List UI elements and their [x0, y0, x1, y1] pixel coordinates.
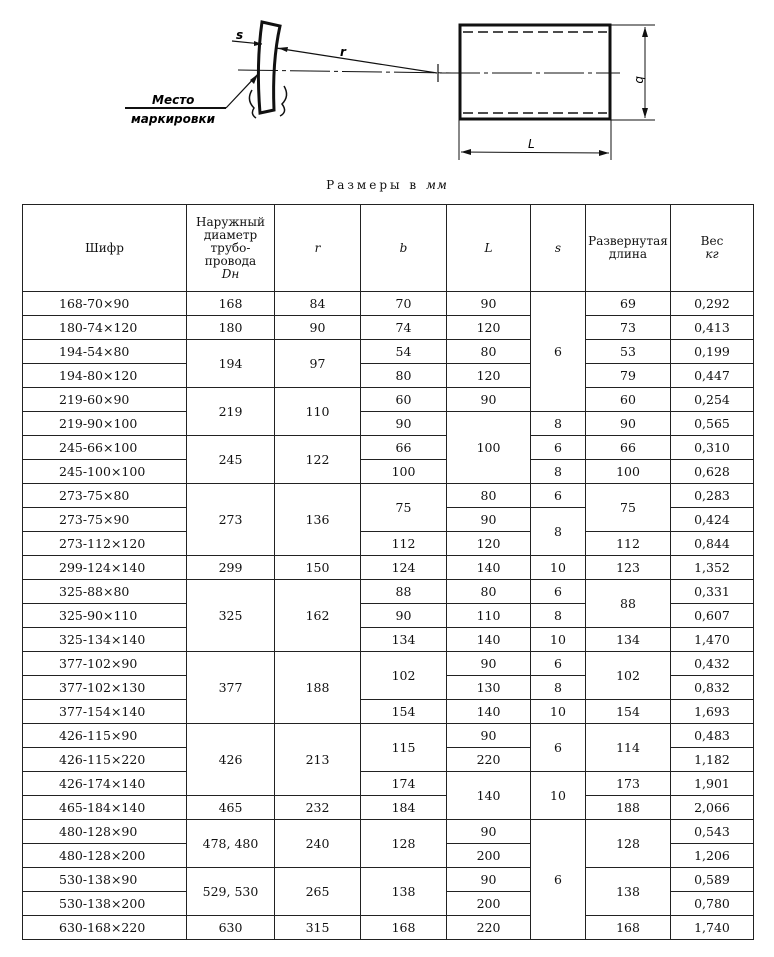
cell-code: 377-154×140	[23, 700, 187, 724]
cell-weight: 1,901	[671, 772, 754, 796]
cell-L: 80	[447, 484, 531, 508]
cell-L: 140	[447, 700, 531, 724]
cell-L: 120	[447, 364, 531, 388]
cell-b: 154	[361, 700, 447, 724]
cell-L: 90	[447, 388, 531, 412]
header-weight-l2: кг	[705, 247, 719, 261]
cell-L: 100	[447, 412, 531, 484]
cell-r: 162	[275, 580, 361, 652]
cell-weight: 2,066	[671, 796, 754, 820]
cell-diameter: 180	[187, 316, 275, 340]
cell-L: 220	[447, 748, 531, 772]
header-outer-diameter-l2: диаметр	[203, 227, 258, 242]
cell-r: 136	[275, 484, 361, 556]
header-developed-length-l1: Развернутая	[588, 234, 668, 248]
cell-b: 138	[361, 868, 447, 916]
cell-code: 194-54×80	[23, 340, 187, 364]
cell-b: 74	[361, 316, 447, 340]
cell-weight: 0,483	[671, 724, 754, 748]
header-row	[23, 205, 754, 292]
cell-L: 220	[447, 916, 531, 940]
cell-L: 140	[447, 628, 531, 652]
cell-r: 97	[275, 340, 361, 388]
cell-developed-length: 134	[586, 628, 671, 652]
cell-b: 184	[361, 796, 447, 820]
cell-developed-length: 114	[586, 724, 671, 772]
cell-weight: 0,832	[671, 676, 754, 700]
cell-code: 194-80×120	[23, 364, 187, 388]
table-row	[23, 436, 754, 460]
cell-weight: 1,182	[671, 748, 754, 772]
cell-r: 240	[275, 820, 361, 868]
cell-weight: 1,740	[671, 916, 754, 940]
cell-weight: 0,565	[671, 412, 754, 436]
cell-code: 168-70×90	[23, 292, 187, 316]
table-row	[23, 532, 754, 556]
cell-weight: 0,424	[671, 508, 754, 532]
cell-weight: 0,589	[671, 868, 754, 892]
cell-code: 273-112×120	[23, 532, 187, 556]
cell-weight: 0,413	[671, 316, 754, 340]
cell-diameter: 273	[187, 484, 275, 556]
cell-developed-length: 73	[586, 316, 671, 340]
table-row	[23, 628, 754, 652]
cell-b: 102	[361, 652, 447, 700]
cell-L: 90	[447, 820, 531, 844]
cell-developed-length: 60	[586, 388, 671, 412]
cell-s: 8	[531, 412, 586, 436]
cell-s: 6	[531, 484, 586, 508]
table-row	[23, 652, 754, 676]
cell-weight: 0,199	[671, 340, 754, 364]
cell-weight: 0,844	[671, 532, 754, 556]
cell-weight: 1,693	[671, 700, 754, 724]
cell-weight: 0,607	[671, 604, 754, 628]
cell-developed-length: 128	[586, 820, 671, 868]
cell-weight: 0,254	[671, 388, 754, 412]
label-r: r	[340, 45, 346, 59]
header-outer-diameter-l1: Наружный	[196, 214, 265, 229]
cell-code: 219-60×90	[23, 388, 187, 412]
cell-developed-length: 112	[586, 532, 671, 556]
cell-L: 80	[447, 580, 531, 604]
dimensions-table	[22, 204, 754, 940]
header-outer-diameter-symbol: Dн	[221, 266, 240, 281]
cell-code: 530-138×200	[23, 892, 187, 916]
cell-s: 6	[531, 652, 586, 676]
cell-code: 426-115×220	[23, 748, 187, 772]
cell-r: 265	[275, 868, 361, 916]
table-row	[23, 340, 754, 364]
cell-b: 112	[361, 532, 447, 556]
cell-diameter: 630	[187, 916, 275, 940]
cell-weight: 1,206	[671, 844, 754, 868]
cell-code: 273-75×90	[23, 508, 187, 532]
cell-diameter: 325	[187, 580, 275, 652]
cell-weight: 0,628	[671, 460, 754, 484]
cell-L: 90	[447, 724, 531, 748]
cell-diameter: 478, 480	[187, 820, 275, 868]
cell-r: 122	[275, 436, 361, 484]
cell-b: 128	[361, 820, 447, 868]
cell-b: 100	[361, 460, 447, 484]
cell-code: 426-174×140	[23, 772, 187, 796]
cell-b: 134	[361, 628, 447, 652]
cell-s: 8	[531, 604, 586, 628]
table-row	[23, 316, 754, 340]
cell-b: 174	[361, 772, 447, 796]
header-outer-diameter	[187, 205, 275, 292]
cell-developed-length: 69	[586, 292, 671, 316]
cell-code: 325-90×110	[23, 604, 187, 628]
cell-weight: 0,780	[671, 892, 754, 916]
cell-L: 90	[447, 508, 531, 532]
label-L: L	[528, 137, 535, 151]
cell-s: 10	[531, 700, 586, 724]
cell-s: 8	[531, 460, 586, 484]
header-L: L	[447, 205, 531, 292]
cell-code: 630-168×220	[23, 916, 187, 940]
table-row	[23, 796, 754, 820]
cell-weight: 0,331	[671, 580, 754, 604]
cell-developed-length: 188	[586, 796, 671, 820]
cell-b: 60	[361, 388, 447, 412]
table-row	[23, 700, 754, 724]
cell-L: 80	[447, 340, 531, 364]
cell-s: 10	[531, 772, 586, 820]
cell-s: 6	[531, 820, 586, 940]
cell-r: 315	[275, 916, 361, 940]
table-row	[23, 388, 754, 412]
cell-L: 130	[447, 676, 531, 700]
cell-code: 245-66×100	[23, 436, 187, 460]
table-row	[23, 916, 754, 940]
cell-weight: 0,447	[671, 364, 754, 388]
technical-drawing	[0, 0, 774, 170]
caption-unit: мм	[425, 178, 448, 192]
cell-diameter: 529, 530	[187, 868, 275, 916]
cell-L: 110	[447, 604, 531, 628]
cell-developed-length: 88	[586, 580, 671, 628]
cell-developed-length: 53	[586, 340, 671, 364]
header-code: Шифр	[23, 205, 187, 292]
cell-code: 273-75×80	[23, 484, 187, 508]
cell-code: 245-100×100	[23, 460, 187, 484]
header-b: b	[361, 205, 447, 292]
cell-b: 75	[361, 484, 447, 532]
cell-developed-length: 100	[586, 460, 671, 484]
cell-weight: 0,310	[671, 436, 754, 460]
cell-weight: 0,292	[671, 292, 754, 316]
cell-b: 88	[361, 580, 447, 604]
cell-weight: 1,352	[671, 556, 754, 580]
cell-L: 90	[447, 652, 531, 676]
header-weight-l1: Вес	[700, 234, 724, 248]
cell-b: 90	[361, 412, 447, 436]
cell-b: 80	[361, 364, 447, 388]
marking-label-line2: маркировки	[131, 112, 216, 126]
marking-label-line1: Место	[152, 93, 195, 107]
cell-weight: 1,470	[671, 628, 754, 652]
cell-code: 426-115×90	[23, 724, 187, 748]
cell-code: 480-128×90	[23, 820, 187, 844]
cell-developed-length: 90	[586, 412, 671, 436]
cell-r: 232	[275, 796, 361, 820]
cell-s: 6	[531, 580, 586, 604]
cell-diameter: 245	[187, 436, 275, 484]
header-developed-length	[586, 205, 671, 292]
cell-code: 377-102×90	[23, 652, 187, 676]
header-weight	[671, 205, 754, 292]
table-row	[23, 724, 754, 748]
cell-developed-length: 123	[586, 556, 671, 580]
table-row	[23, 868, 754, 892]
cell-r: 150	[275, 556, 361, 580]
table-row	[23, 772, 754, 796]
segment-plan-view	[440, 25, 655, 160]
cell-code: 325-134×140	[23, 628, 187, 652]
cell-s: 6	[531, 436, 586, 460]
cell-b: 168	[361, 916, 447, 940]
table-row	[23, 820, 754, 844]
cell-s: 6	[531, 292, 586, 412]
cell-developed-length: 75	[586, 484, 671, 532]
cell-code: 480-128×200	[23, 844, 187, 868]
cell-r: 110	[275, 388, 361, 436]
header-s: s	[531, 205, 586, 292]
header-developed-length-l2: длина	[608, 247, 648, 261]
cell-L: 120	[447, 532, 531, 556]
caption-prefix: Размеры в	[326, 178, 420, 192]
cell-weight: 0,283	[671, 484, 754, 508]
cell-diameter: 377	[187, 652, 275, 724]
cell-code: 465-184×140	[23, 796, 187, 820]
cell-L: 90	[447, 292, 531, 316]
cell-b: 66	[361, 436, 447, 460]
cell-L: 200	[447, 892, 531, 916]
cell-b: 115	[361, 724, 447, 772]
cell-s: 10	[531, 556, 586, 580]
table-row	[23, 484, 754, 508]
header-outer-diameter-l4: провода	[204, 253, 257, 268]
cell-L: 90	[447, 868, 531, 892]
table-row	[23, 292, 754, 316]
cell-s: 10	[531, 628, 586, 652]
cell-developed-length: 138	[586, 868, 671, 916]
table-row	[23, 364, 754, 388]
cell-code: 530-138×90	[23, 868, 187, 892]
cell-b: 54	[361, 340, 447, 364]
cell-weight: 0,543	[671, 820, 754, 844]
cell-diameter: 194	[187, 340, 275, 388]
cell-code: 377-102×130	[23, 676, 187, 700]
cell-s: 6	[531, 724, 586, 772]
cell-developed-length: 154	[586, 700, 671, 724]
cell-L: 140	[447, 556, 531, 580]
cell-r: 213	[275, 724, 361, 796]
cell-code: 325-88×80	[23, 580, 187, 604]
cell-diameter: 426	[187, 724, 275, 796]
cell-diameter: 219	[187, 388, 275, 436]
cell-diameter: 168	[187, 292, 275, 316]
table-row	[23, 556, 754, 580]
cell-developed-length: 168	[586, 916, 671, 940]
cell-L: 120	[447, 316, 531, 340]
cell-b: 70	[361, 292, 447, 316]
cell-diameter: 465	[187, 796, 275, 820]
cell-developed-length: 66	[586, 436, 671, 460]
cell-b: 90	[361, 604, 447, 628]
label-s: s	[236, 28, 244, 42]
cell-s: 8	[531, 676, 586, 700]
cell-r: 84	[275, 292, 361, 316]
cell-r: 188	[275, 652, 361, 724]
label-b: b	[633, 76, 647, 84]
cell-r: 90	[275, 316, 361, 340]
cell-developed-length: 79	[586, 364, 671, 388]
table-caption	[0, 178, 774, 192]
cell-developed-length: 102	[586, 652, 671, 700]
cell-weight: 0,432	[671, 652, 754, 676]
cell-code: 299-124×140	[23, 556, 187, 580]
cell-developed-length: 173	[586, 772, 671, 796]
header-outer-diameter-l3: трубо-	[210, 240, 251, 255]
cell-code: 219-90×100	[23, 412, 187, 436]
table-row	[23, 580, 754, 604]
table-row	[23, 460, 754, 484]
cell-L: 140	[447, 772, 531, 820]
header-r: r	[275, 205, 361, 292]
table-row	[23, 412, 754, 436]
cell-s: 8	[531, 508, 586, 556]
cell-L: 200	[447, 844, 531, 868]
cell-diameter: 299	[187, 556, 275, 580]
cell-b: 124	[361, 556, 447, 580]
cell-code: 180-74×120	[23, 316, 187, 340]
